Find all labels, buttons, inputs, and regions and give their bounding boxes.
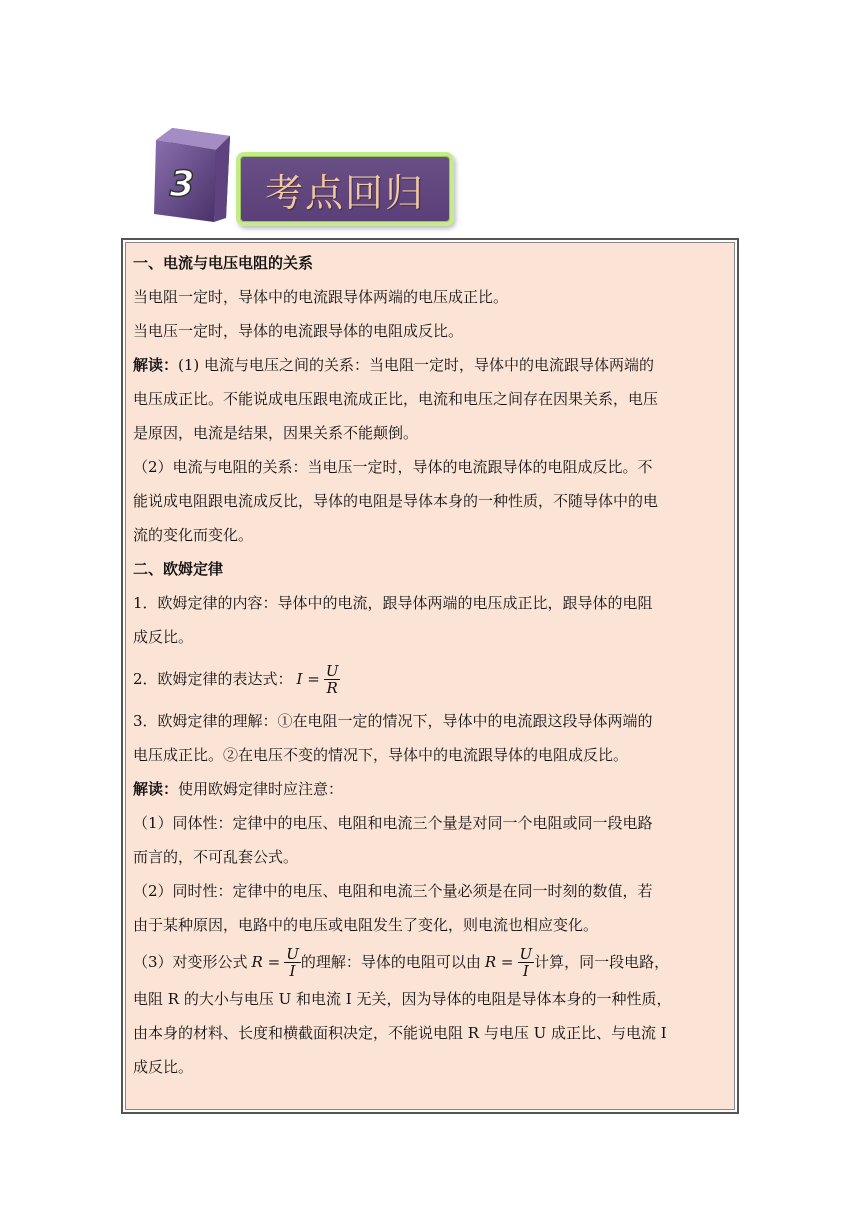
section1-line2: 当电压一定时，导体的电流跟导体的电阻成反比。: [133, 322, 464, 340]
formula-denominator: R: [326, 678, 338, 697]
section1-line1: 当电阻一定时，导体中的电流跟导体两端的电压成正比。: [133, 288, 509, 306]
section1-interp1-a: [133, 348, 729, 382]
variant-num-2: U: [519, 944, 533, 963]
interp1-text: (1) 电流与电压之间的关系：当电阻一定时，导体中的电流跟导体两端的: [178, 356, 655, 374]
section1-interp1-c: 是原因，电流是结果，因果关系不能颠倒。: [133, 424, 419, 442]
p2-label: 2．欧姆定律的表达式：: [133, 670, 293, 688]
note2-b: 由于某种原因，电路中的电压或电阻发生了变化，则电流也相应变化。: [133, 916, 599, 934]
interp-text-2: 使用欧姆定律时应注意：: [178, 780, 344, 798]
formula-lhs: I =: [296, 670, 320, 688]
section2-p1-a: 1．欧姆定律的内容：导体中的电流，跟导体两端的电压成正比，跟导体的电阻: [133, 594, 653, 612]
formula-fraction: [324, 663, 341, 696]
interp-label: 解读：: [133, 356, 179, 374]
note1-a: （1）同体性：定律中的电压、电阻和电流三个量是对同一个电阻或同一段电路: [133, 814, 653, 832]
variant-formula-1: [252, 945, 301, 979]
section2-p3-b: 电压成正比。②在电压不变的情况下，导体中的电流跟导体的电阻成反比。: [133, 746, 629, 764]
section2-interp: [133, 772, 729, 806]
note3-b: 电阻 R 的大小与电压 U 和电流 I 无关，因为导体的电阻是导体本身的一种性质，: [133, 990, 672, 1008]
header-title-box: [236, 152, 454, 226]
header-title: 考点回归: [264, 170, 425, 215]
note3-d: 成反比。: [133, 1058, 194, 1076]
note3-a: [133, 942, 729, 982]
section1-interp1-b: 电压成正比。不能说成电压跟电流成正比，电流和电压之间存在因果关系，电压: [133, 390, 659, 408]
section1-heading: 一、电流与电压电阻的关系: [133, 254, 314, 272]
note3-mid: 的理解：导体的电阻可以由: [300, 953, 481, 971]
variant-formula-2: [485, 945, 534, 979]
section1-interp2-a: （2）电流与电阻的关系：当电压一定时，导体的电流跟导体的电阻成反比。不: [133, 458, 653, 476]
note3-pre: （3）对变形公式: [133, 953, 248, 971]
badge-number: 3: [169, 164, 195, 205]
section1-interp2-b: 能说成电阻跟电流成反比，导体的电阻是导体本身的一种性质，不随导体中的电: [133, 492, 659, 510]
variant-den-2: I: [522, 961, 529, 980]
section1-interp2-c: 流的变化而变化。: [133, 526, 254, 544]
section2-p2: [133, 654, 729, 704]
formula-numerator: U: [325, 661, 339, 680]
variant-fraction-1: [284, 946, 301, 979]
number-badge-icon: [152, 122, 234, 222]
note3-c: 由本身的材料、长度和横截面积决定，不能说电阻 R 与电压 U 成正比、与电流 I: [133, 1024, 667, 1042]
section-header: [150, 118, 450, 228]
section2-p3-a: 3．欧姆定律的理解：①在电阻一定的情况下，导体中的电流跟这段导体两端的: [133, 712, 653, 730]
note2-a: （2）同时性：定律中的电压、电阻和电流三个量必须是在同一时刻的数值，若: [133, 882, 653, 900]
variant-lhs-2: R =: [484, 953, 514, 971]
interp-label-2: 解读：: [133, 780, 179, 798]
section2-p1-b: 成反比。: [133, 628, 194, 646]
variant-den-1: I: [289, 961, 296, 980]
note3-post: 计算，同一段电路，: [534, 953, 670, 971]
section2-heading: 二、欧姆定律: [133, 560, 224, 578]
variant-lhs-1: R =: [251, 953, 281, 971]
variant-num-1: U: [286, 944, 299, 963]
note1-b: 而言的，不可乱套公式。: [133, 848, 299, 866]
ohm-formula: [297, 662, 341, 696]
content-panel: [121, 238, 739, 1114]
variant-fraction-2: [518, 946, 535, 979]
